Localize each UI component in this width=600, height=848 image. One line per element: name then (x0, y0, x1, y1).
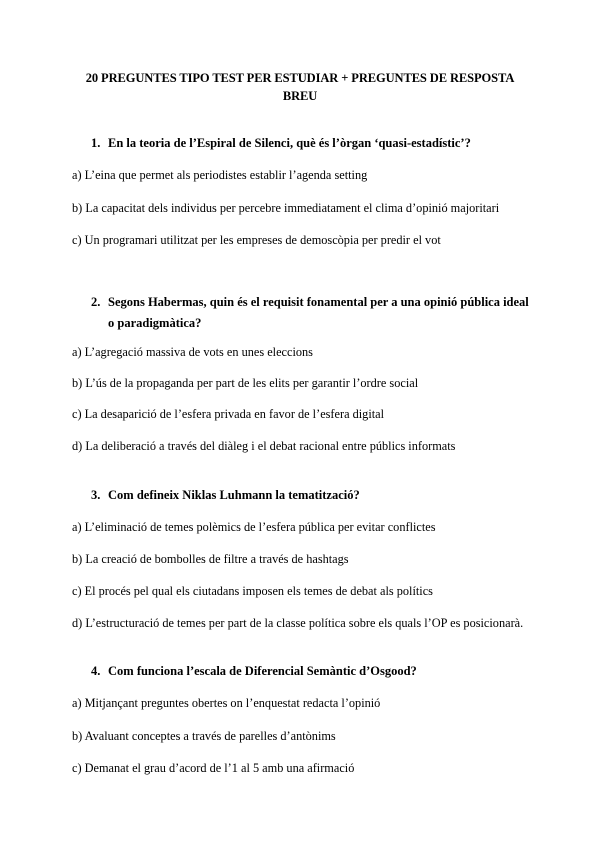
question-4-option-a: a) Mitjançant preguntes obertes on l’enquestat redacta l’opinió (72, 696, 381, 710)
question-3-option-c: c) El procés pel qual els ciutadans imposen els temes de debat als polítics (72, 584, 433, 598)
question-text: Segons Habermas, quin és el requisit fonamental per a una opinió pública ideal o paradigmàtica? (108, 295, 529, 330)
question-1-option-c: c) Un programari utilitzat per les empreses de demoscòpia per predir el vot (72, 233, 441, 247)
question-2-option-c: c) La desaparició de l’esfera privada en favor de l’esfera digital (72, 407, 385, 421)
question-text: Com defineix Niklas Luhmann la tematització? (108, 488, 360, 502)
question-3-option-b: b) La creació de bombolles de filtre a través de hashtags (72, 552, 349, 566)
question-3-option-a: a) L’eliminació de temes polèmics de l’esfera pública per evitar conflictes (72, 520, 436, 534)
question-2 (91, 292, 531, 334)
question-3 (91, 485, 531, 506)
question-4-option-b: b) Avaluant conceptes a través de parelles d’antònims (72, 729, 336, 743)
question-number: 2. (91, 295, 101, 309)
question-number: 3. (91, 488, 101, 502)
question-2-option-b: b) L’ús de la propaganda per part de les elits per garantir l’ordre social (72, 376, 419, 390)
document-title: 20 PREGUNTES TIPO TEST PER ESTUDIAR + PREGUNTES DE RESPOSTA BREU (85, 71, 515, 103)
question-1 (91, 133, 531, 154)
question-2-option-a: a) L’agregació massiva de vots en unes eleccions (72, 345, 313, 359)
question-3-option-d: d) L’estructuració de temes per part de la classe política sobre els quals l’OP es posicionarà. (72, 616, 524, 630)
question-number: 4. (91, 664, 101, 678)
question-text: Com funciona l’escala de Diferencial Semàntic d’Osgood? (108, 664, 417, 678)
question-4 (91, 661, 531, 682)
question-2-option-d: d) La deliberació a través del diàleg i el debat racional entre públics informats (72, 439, 456, 453)
question-number: 1. (91, 136, 101, 150)
question-1-option-b: b) La capacitat dels individus per percebre immediatament el clima d’opinió majoritari (72, 201, 500, 215)
question-4-option-c: c) Demanat el grau d’acord de l’1 al 5 amb una afirmació (72, 761, 355, 775)
question-text: En la teoria de l’Espiral de Silenci, què és l’òrgan ‘quasi-estadístic’? (108, 136, 471, 150)
question-1-option-a: a) L’eina que permet als periodistes establir l’agenda setting (72, 168, 368, 182)
